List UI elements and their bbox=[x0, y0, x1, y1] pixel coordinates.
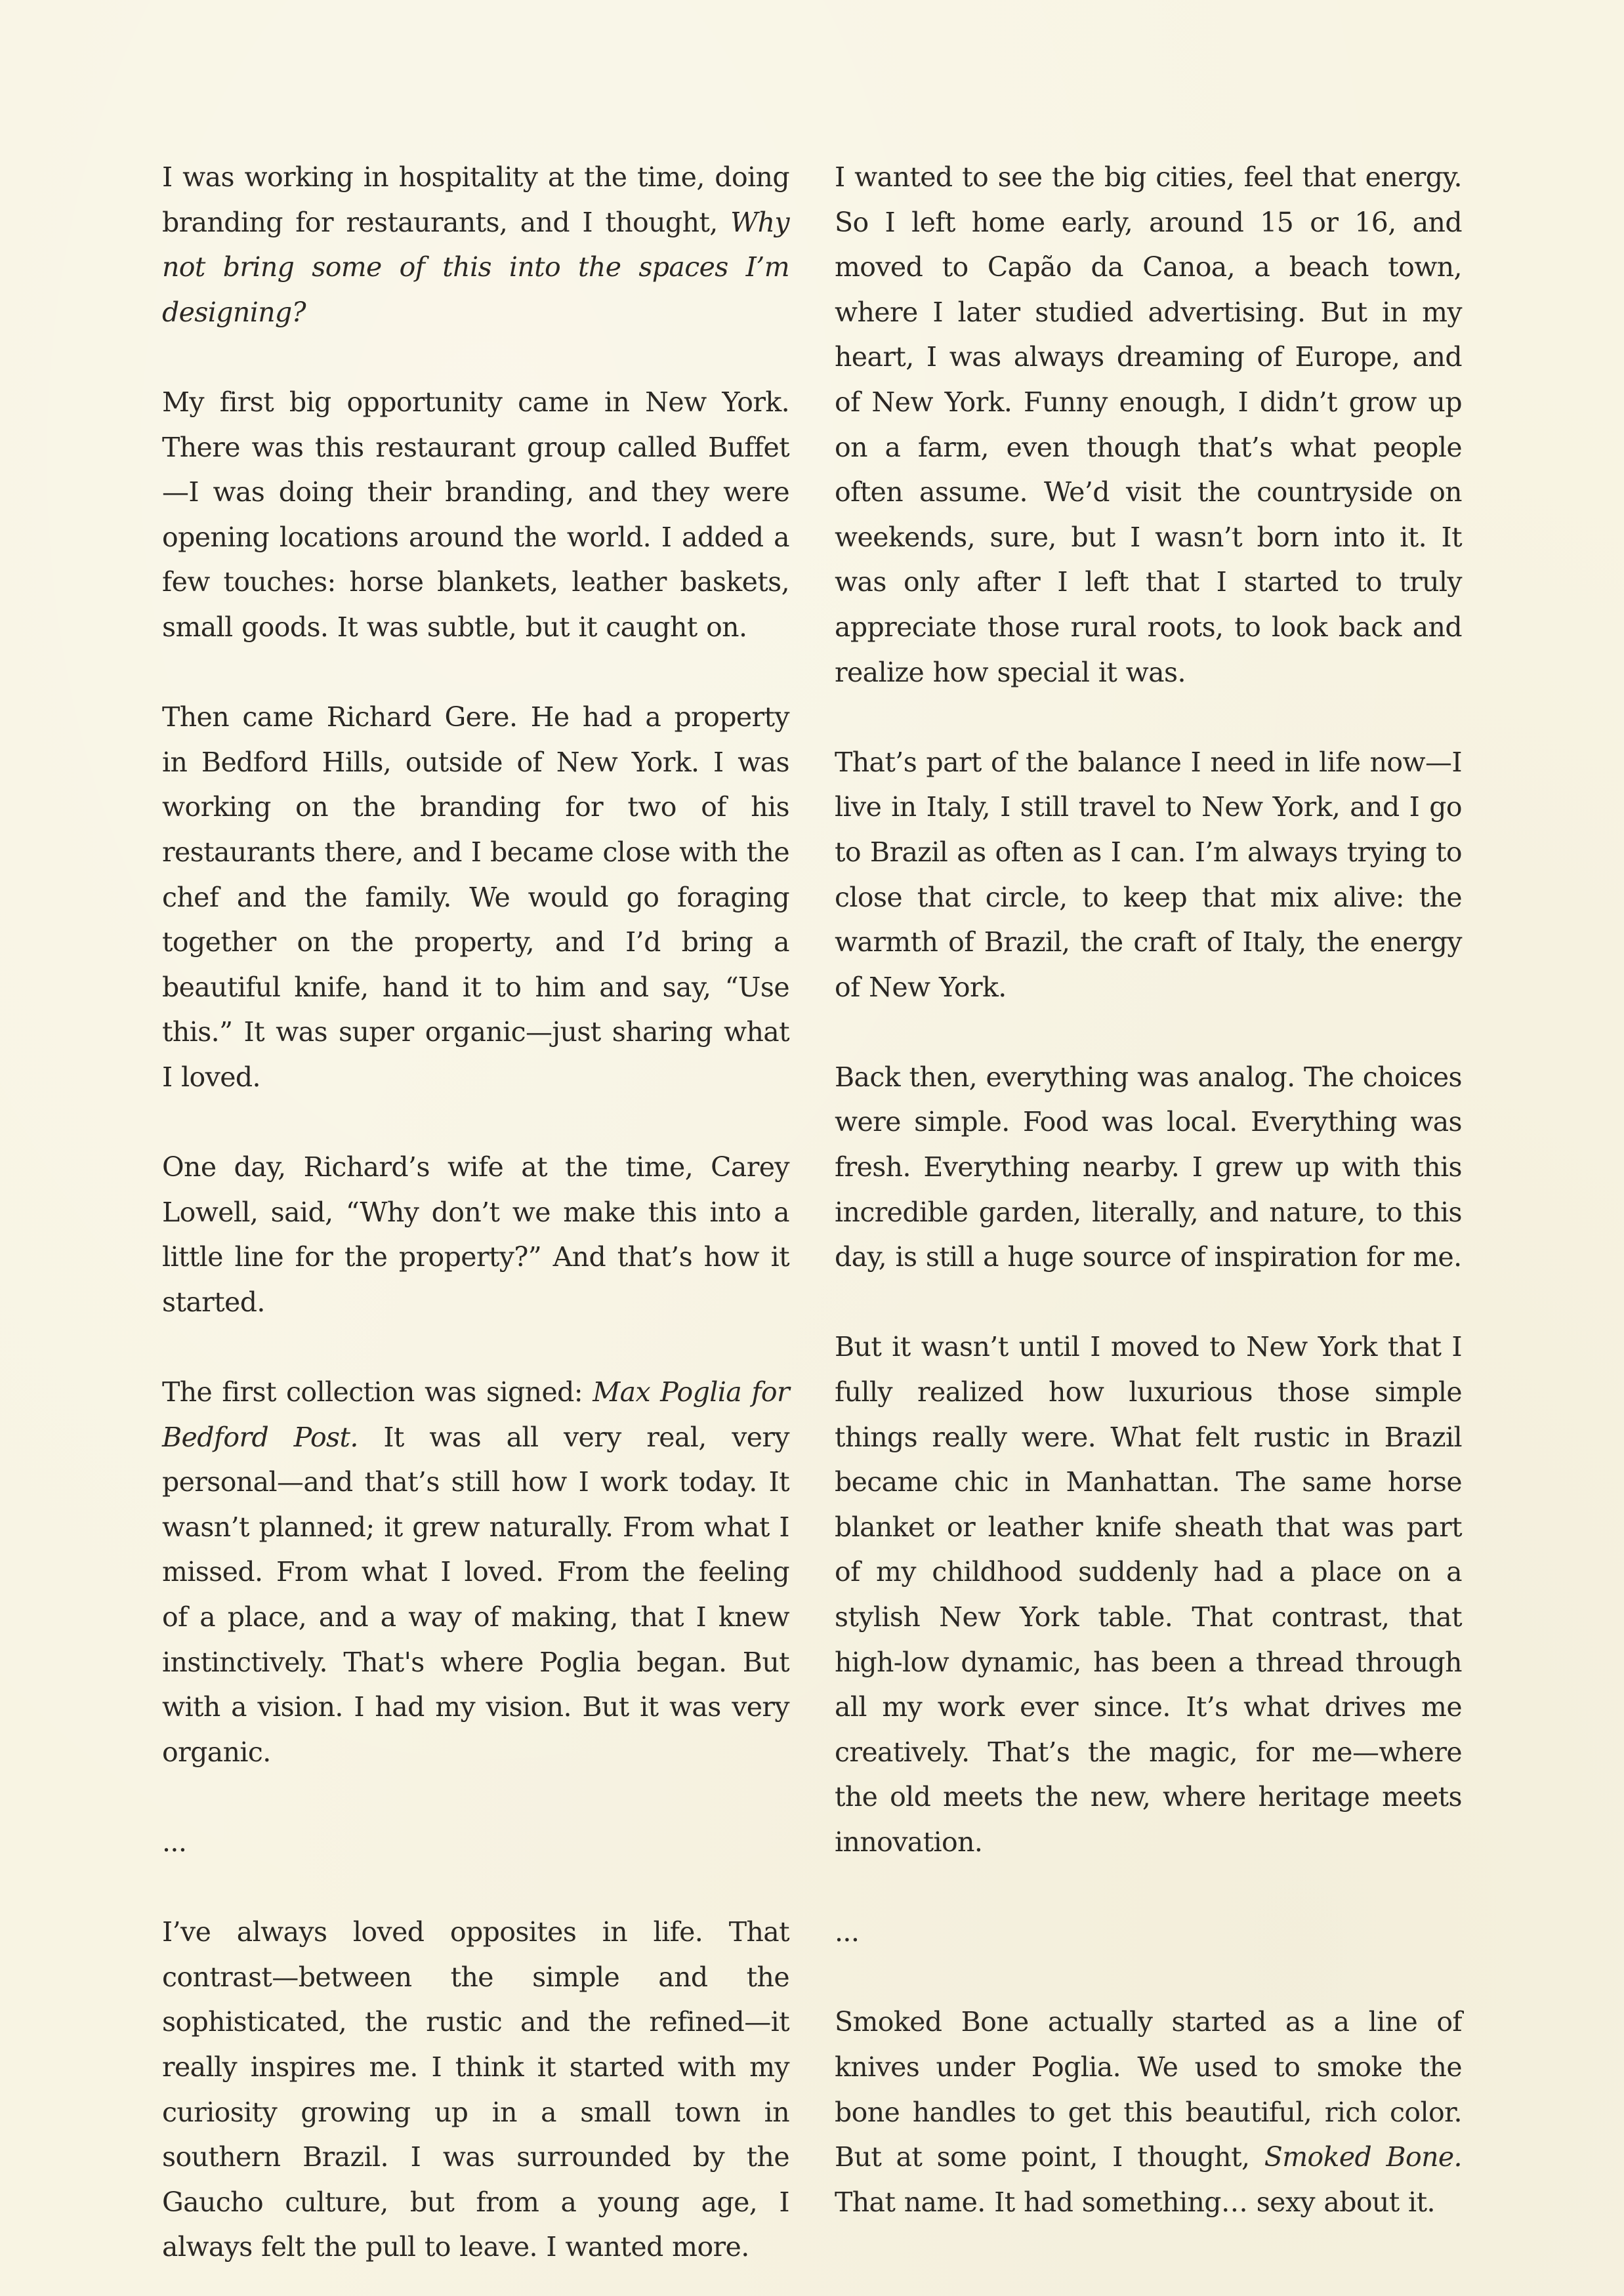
italic-collection-name: Max Poglia for Bedford Post. bbox=[162, 1376, 789, 1453]
section-break-ellipsis: ... bbox=[162, 1826, 187, 1858]
paragraph-luxurious-simple-things: But it wasn’t until I moved to New York that I fully realized how luxurious those simple things really were. What felt rustic in Brazil became chic in Manhattan. The same horse blanket or leather knife sheath that was part of my childhood suddenly had a place on a stylish New York table. That contrast, that high-low dynamic, has been a thread through all my work ever since. It’s what drives me creatively. That’s the magic, for me—where the old meets the new, where heritage meets innovation. bbox=[835, 1331, 1462, 1858]
paragraph-carey-lowell: One day, Richard’s wife at the time, Carey Lowell, said, “Why don’t we make this into a little line for the property?” And that’s how it started. bbox=[162, 1151, 789, 1318]
paragraph-big-cities: I wanted to see the big cities, feel that energy. So I left home early, around 15 or 16, and moved to Capão da Canoa, a beach town, where I later studied advertising. But in my heart, I was always dreaming of Europe, and of New York. Funny enough, I didn’t grow up on a farm, even though that’s what people often assume. We’d visit the countryside on weekends, sure, but I wasn’t born into it. It was only after I left that I started to truly appreciate those rural roots, to look back and realize how special it was. bbox=[835, 161, 1462, 688]
italic-brand-name: Smoked Bone. bbox=[1264, 2141, 1462, 2173]
paragraph-text: That name. It had something… sexy about it. bbox=[835, 2186, 1435, 2218]
paragraph-balance: That’s part of the balance I need in life now—I live in Italy, I still travel to New York, and I go to Brazil as often as I can. I’m always trying to close that circle, to keep that mix alive: the warmth of Brazil, the craft of Italy, the energy of New York. bbox=[835, 746, 1462, 1003]
paragraph-richard-gere: Then came Richard Gere. He had a property in Bedford Hills, outside of New York. I was working on the branding for two of his restaurants there, and I became close with the chef and the family. We would go foraging together on the property, and I’d bring a beautiful knife, hand it to him and say, “Use this.” It was super organic—just sharing what I loved. bbox=[162, 701, 789, 1093]
paragraph-text: Smoked Bone actually started as a line of knives under Poglia. We used to smoke the bone handles to get this beautiful, rich color. But at some point, I thought, bbox=[835, 2006, 1462, 2173]
paragraph-text: It was all very real, very personal—and that’s still how I work today. It wasn’t planned; it grew naturally. From what I missed. From what I loved. From the feeling of a place, and a way of making, that I knew instinctively. That's where Poglia began. But with a vision. I had my vision. But it was very organic. bbox=[162, 1421, 789, 1768]
paragraph-hospitality bbox=[162, 155, 789, 335]
paragraph-new-york-opportunity: My first big opportunity came in New York. There was this restaurant group called Buffet—I was doing their branding, and they were opening locations around the world. I added a few touches: horse blankets, leather baskets, small goods. It was subtle, but it caught on. bbox=[162, 386, 789, 643]
paragraph-first-collection bbox=[162, 1370, 789, 1774]
paragraph-analog: Back then, everything was analog. The choices were simple. Food was local. Everything was fresh. Everything nearby. I grew up with this incredible garden, literally, and nature, to this day, is still a huge source of inspiration for me. bbox=[835, 1061, 1462, 1273]
section-break-ellipsis: ... bbox=[835, 1916, 860, 1948]
paragraph-opposites: I’ve always loved opposites in life. That contrast—between the simple and the sophisticated, the rustic and the refined—it really inspires me. I think it started with my curiosity growing up in a small town in southern Brazil. I was surrounded by the Gaucho culture, but from a young age, I always felt the pull to leave. I wanted more. bbox=[162, 1916, 789, 2263]
paragraph-text: I was working in hospitality at the time, doing branding for restaurants, and I thought, bbox=[162, 161, 789, 238]
italic-quote: Why not bring some of this into the spaces I’m designing? bbox=[162, 206, 789, 328]
left-column bbox=[162, 155, 789, 2270]
paragraph-text: The first collection was signed: bbox=[162, 1376, 593, 1408]
right-column bbox=[835, 155, 1462, 2224]
paragraph-smoked-bone bbox=[835, 1999, 1462, 2224]
